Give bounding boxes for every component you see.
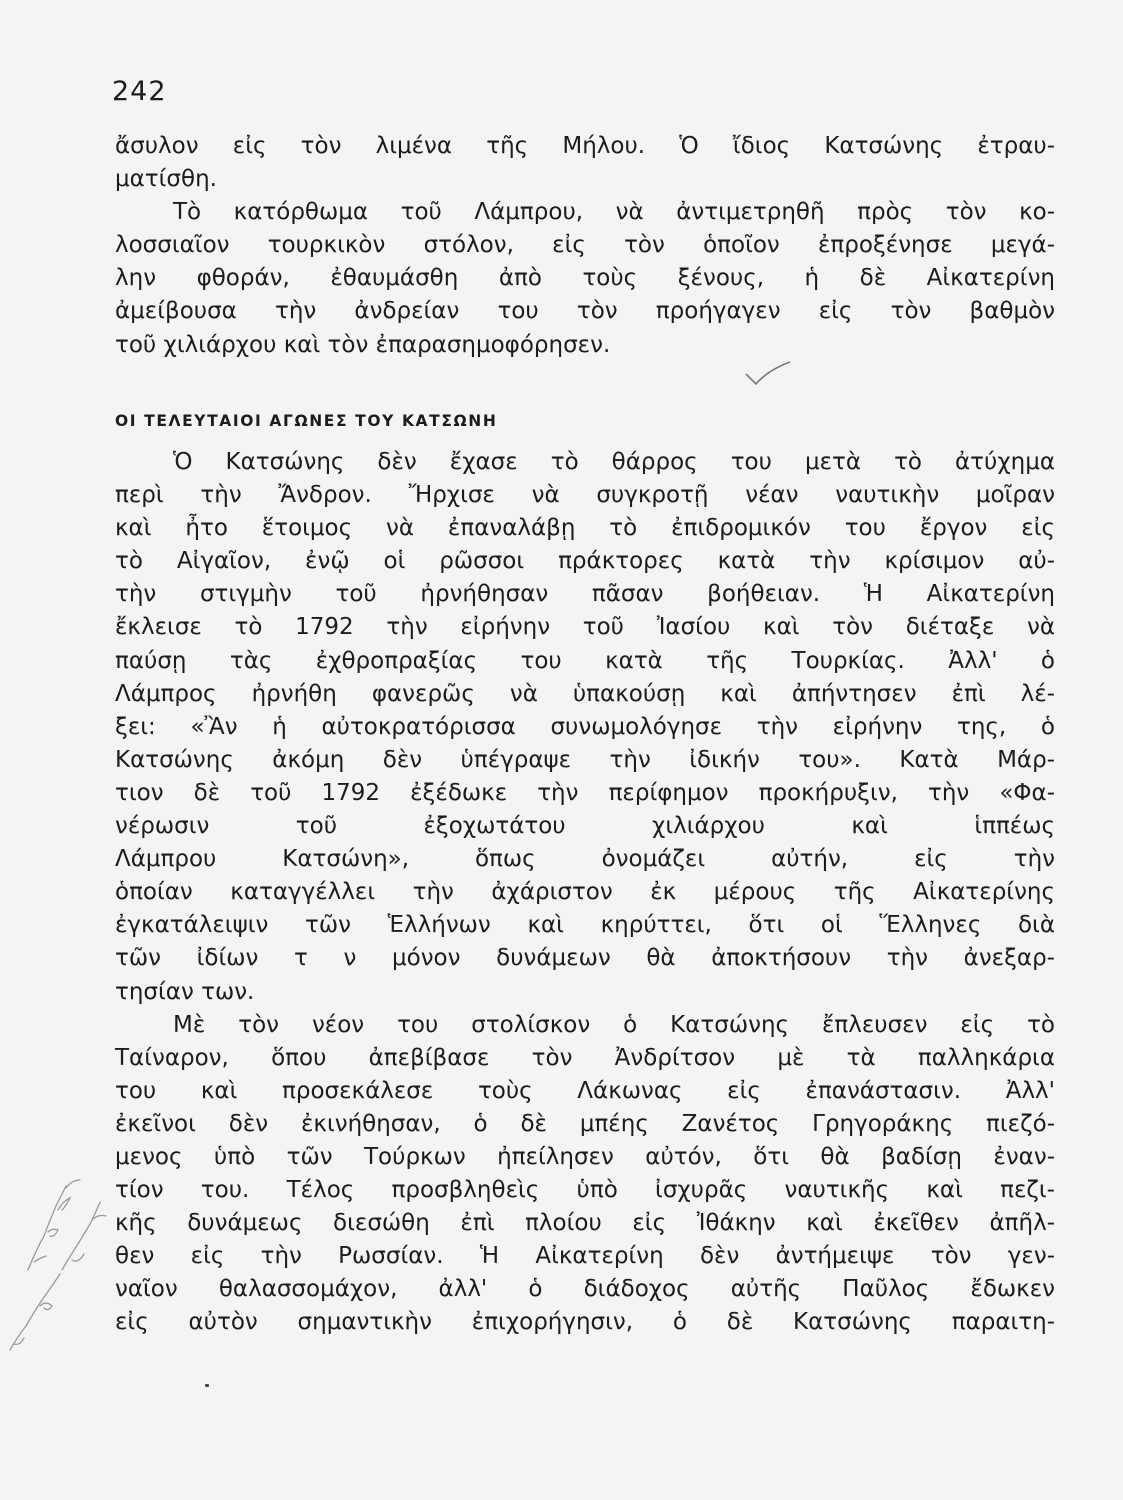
text-line: λην φθοράν, ἐθαυμάσθη ἀπὸ τοὺς ξένους, ἡ δὲ Αἰκατερίνη [115,265,1055,292]
text-line: μενος ὑπὸ τῶν Τούρκων ἠπείλησεν αὐτόν, ὅτι θὰ βαδίσῃ ἐναν- [115,1143,1055,1170]
pencil-checkmark-icon [744,358,794,388]
text-line: κῆς δυνάμεως διεσώθη ἐπὶ πλοίου εἰς Ἰθάκην καὶ ἐκεῖθεν ἀπῆλ- [115,1210,1055,1237]
text-line: παύσῃ τὰς ἐχθροπραξίας του κατὰ τῆς Τουρκίας. Ἀλλ' ὁ [115,647,1055,674]
text-line: ματίσθη. [115,166,217,193]
text-line: λοσσιαῖον τουρκικὸν στόλον, εἰς τὸν ὁποῖον ἐπροξένησε μεγά- [115,232,1055,259]
text-line: τίον του. Τέλος προσβληθεὶς ὑπὸ ἰσχυρᾶς ναυτικῆς καὶ πεζι- [115,1177,1055,1204]
text-line: εἰς αὐτὸν σημαντικὴν ἐπιχορήγησιν, ὁ δὲ Κατσώνης παραιτη- [115,1309,1055,1336]
text-line: Λάμπρου Κατσώνη», ὅπως ὀνομάζει αὐτήν, εἰς τὴν [115,846,1055,873]
text-line: ἔκλεισε τὸ 1792 τὴν εἰρήνην τοῦ Ἰασίου καὶ τὸν διέταξε νὰ [115,614,1055,641]
text-line: περὶ τὴν Ἄνδρον. Ἤρχισε νὰ συγκροτῇ νέαν ναυτικὴν μοῖραν [115,482,1055,509]
print-speck [205,1384,209,1387]
text-line: Μὲ τὸν νέον του στολίσκον ὁ Κατσώνης ἔπλευσεν εἰς τὸ [173,1011,1055,1038]
pencil-margin-scribble [0,1140,115,1380]
section-heading: ΟΙ ΤΕΛΕΥΤΑΙΟΙ ΑΓΩΝΕΣ ΤΟΥ ΚΑΤΣΩΝΗ [115,412,498,430]
text-line: ἄσυλον εἰς τὸν λιμένα τῆς Μήλου. Ὁ ἴδιος Κατσώνης ἐτραυ- [115,133,1055,159]
text-line: τησίαν των. [115,978,255,1005]
text-line: τὸ Αἰγαῖον, ἐνῷ οἱ ρῶσσοι πράκτορες κατὰ τὴν κρίσιμον αὐ- [115,548,1055,575]
text-line: Λάμπρος ἠρνήθη φανερῶς νὰ ὑπακούσῃ καὶ ἀπήντησεν ἐπὶ λέ- [115,680,1055,707]
text-line: τῶν ἰδίων τ ν μόνον δυνάμεων θὰ ἀποκτήσουν τὴν ἀνεξαρ- [115,945,1055,972]
text-line: ξει: «Ἂν ἡ αὐτοκρατόρισσα συνωμολόγησε τὴν εἰρήνην της, ὁ [115,713,1055,740]
text-line: ὁποίαν καταγγέλλει τὴν ἀχάριστον ἐκ μέρους τῆς Αἰκατερίνης [115,879,1055,906]
text-line: Ὁ Κατσώνης δὲν ἔχασε τὸ θάρρος του μετὰ τὸ ἀτύχημα [173,449,1055,475]
text-line: Τὸ κατόρθωμα τοῦ Λάμπρου, νὰ ἀντιμετρηθῆ πρὸς τὸν κο- [173,199,1055,226]
text-line: καὶ ἦτο ἕτοιμος νὰ ἐπαναλάβῃ τὸ ἐπιδρομικόν του ἔργον εἰς [115,515,1055,542]
text-line: νέρωσιν τοῦ ἐξοχωτάτου χιλιάρχου καὶ ἱππέως [115,813,1055,840]
text-line: θεν εἰς τὴν Ρωσσίαν. Ἡ Αἰκατερίνη δὲν ἀντήμειψε τὸν γεν- [115,1243,1055,1270]
text-line: του καὶ προσεκάλεσε τοὺς Λάκωνας εἰς ἐπανάστασιν. Ἀλλ' [115,1077,1055,1104]
text-block-main [115,446,1055,1340]
text-line: Ταίναρον, ὅπου ἀπεβίβασε τὸν Ἀνδρίτσον μὲ τὰ παλληκάρια [115,1044,1055,1071]
text-line: ναῖον θαλασσομάχον, ἀλλ' ὁ διάδοχος αὐτῆς Παῦλος ἔδωκεν [115,1276,1055,1303]
text-line: ἀμείβουσα τὴν ἀνδρείαν του τὸν προήγαγεν εἰς τὸν βαθμὸν [115,298,1055,325]
text-line: ἐκεῖνοι δὲν ἐκινήθησαν, ὁ δὲ μπέης Ζανέτος Γρηγοράκης πιεζό- [115,1110,1055,1137]
text-line: τοῦ χιλιάρχου καὶ τὸν ἐπαρασημοφόρησεν. [115,331,611,358]
page-number: 242 [112,76,167,107]
text-line: Κατσώνης ἀκόμη δὲν ὑπέγραψε τὴν ἰδικήν του». Κατὰ Μάρ- [115,746,1055,773]
text-line: τὴν στιγμὴν τοῦ ἠρνήθησαν πᾶσαν βοήθειαν. Ἡ Αἰκατερίνη [115,581,1055,608]
text-block-top [115,130,1055,362]
text-line: τιον δὲ τοῦ 1792 ἐξέδωκε τὴν περίφημον προκήρυξιν, τὴν «Φα- [115,779,1055,806]
text-line: ἐγκατάλειψιν τῶν Ἑλλήνων καὶ κηρύττει, ὅτι οἱ Ἕλληνες διὰ [115,912,1055,939]
